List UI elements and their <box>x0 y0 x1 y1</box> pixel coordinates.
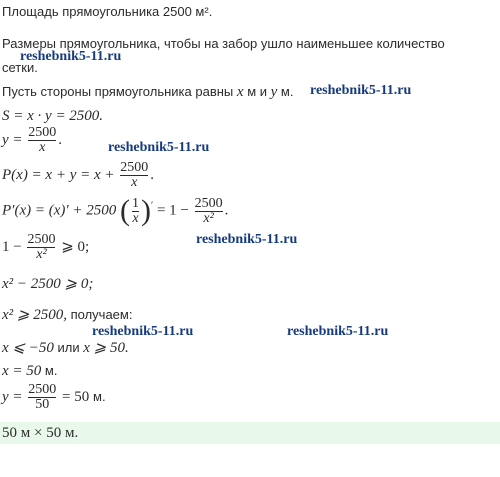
watermark: reshebnik5-11.ru <box>20 49 122 64</box>
p-lhs: P(x) = x + y = x + <box>2 166 115 183</box>
p-fraction <box>120 161 148 190</box>
y-value-line <box>2 383 106 412</box>
p-den: x <box>120 175 148 190</box>
dp-fraction <box>195 197 223 226</box>
yv-rhs: = 50 <box>62 388 90 405</box>
answer-box <box>0 422 500 444</box>
dp-mid: = 1 − <box>156 202 189 219</box>
yv-den: 50 <box>28 397 56 412</box>
yv-fraction <box>28 383 56 412</box>
right-paren: ) <box>141 194 152 227</box>
range-or: или <box>57 340 80 355</box>
y-num: 2500 <box>28 125 57 140</box>
dp-den: x² <box>195 211 223 226</box>
answer-text: 50 м × 50 м. <box>2 425 79 441</box>
inequality-3 <box>2 307 132 323</box>
watermark: reshebnik5-11.ru <box>196 232 298 247</box>
let-line <box>2 84 293 100</box>
inequality-1 <box>2 233 89 262</box>
y-equation: y = $\frac{2500}{x}$ . <box>2 125 63 155</box>
y-lhs: y = <box>2 131 23 148</box>
yv-num: 2500 <box>28 382 57 397</box>
yv-lhs: y = <box>2 388 23 405</box>
dp-equation: P′(x) = (x)′ + 2500 ( $\frac{1}{x}$ )′ = 1 − $\frac{2500}{\text{x²}}$ . <box>2 194 229 227</box>
dp-inner-den: x <box>132 210 139 226</box>
ineq3-math: x² ⩾ 2500, <box>2 307 67 323</box>
var-y: y <box>270 84 278 100</box>
ineq1-den: x² <box>27 247 55 262</box>
range-a: x ⩽ −50 <box>2 340 54 356</box>
watermark: reshebnik5-11.ru <box>287 324 389 339</box>
watermark: reshebnik5-11.ru <box>108 140 210 155</box>
question-line-2: сетки. <box>2 60 38 75</box>
watermark: reshebnik5-11.ru <box>92 324 194 339</box>
range-line <box>2 340 129 356</box>
y-fraction <box>28 126 56 155</box>
watermark: reshebnik5-11.ru <box>310 83 412 98</box>
area-line: Площадь прямоугольника 2500 м². <box>2 4 213 19</box>
y-den: x <box>28 140 56 155</box>
s-equation: S = x · y = 2500. <box>2 108 104 124</box>
var-x: x <box>236 84 244 100</box>
ineq1-lhs: 1 − <box>2 238 22 255</box>
ineq1-num: 2500 <box>27 232 56 247</box>
m-text: м. <box>280 84 294 99</box>
p-equation: P(x) = x + y = x + $\frac{2500}{x}$ . <box>2 160 155 190</box>
left-paren: ( <box>120 194 131 227</box>
range-b: x ⩾ 50. <box>83 340 129 356</box>
ineq1-rhs: ⩾ 0; <box>61 238 90 255</box>
dp-inner-num: 1 <box>132 195 140 211</box>
question-line-1: Размеры прямоугольника, чтобы на забор ушло наименьшее количество <box>2 36 445 51</box>
ineq1-fraction <box>27 233 55 262</box>
dp-num: 2500 <box>194 195 223 211</box>
inequality-2: x² − 2500 ⩾ 0; <box>2 276 94 292</box>
dp-inner-fraction <box>132 197 139 226</box>
yv-unit: м. <box>93 388 106 404</box>
p-num: 2500 <box>120 160 149 175</box>
let-text: Пусть стороны прямоугольника равны <box>2 84 234 99</box>
x-value-line <box>2 363 57 379</box>
dp-lhs: P′(x) = (x)′ + 2500 <box>2 202 117 219</box>
ineq3-text: получаем: <box>70 307 133 322</box>
x-value: x = 50 <box>2 363 42 379</box>
x-unit: м. <box>44 363 58 378</box>
and-text: м и <box>247 84 267 99</box>
